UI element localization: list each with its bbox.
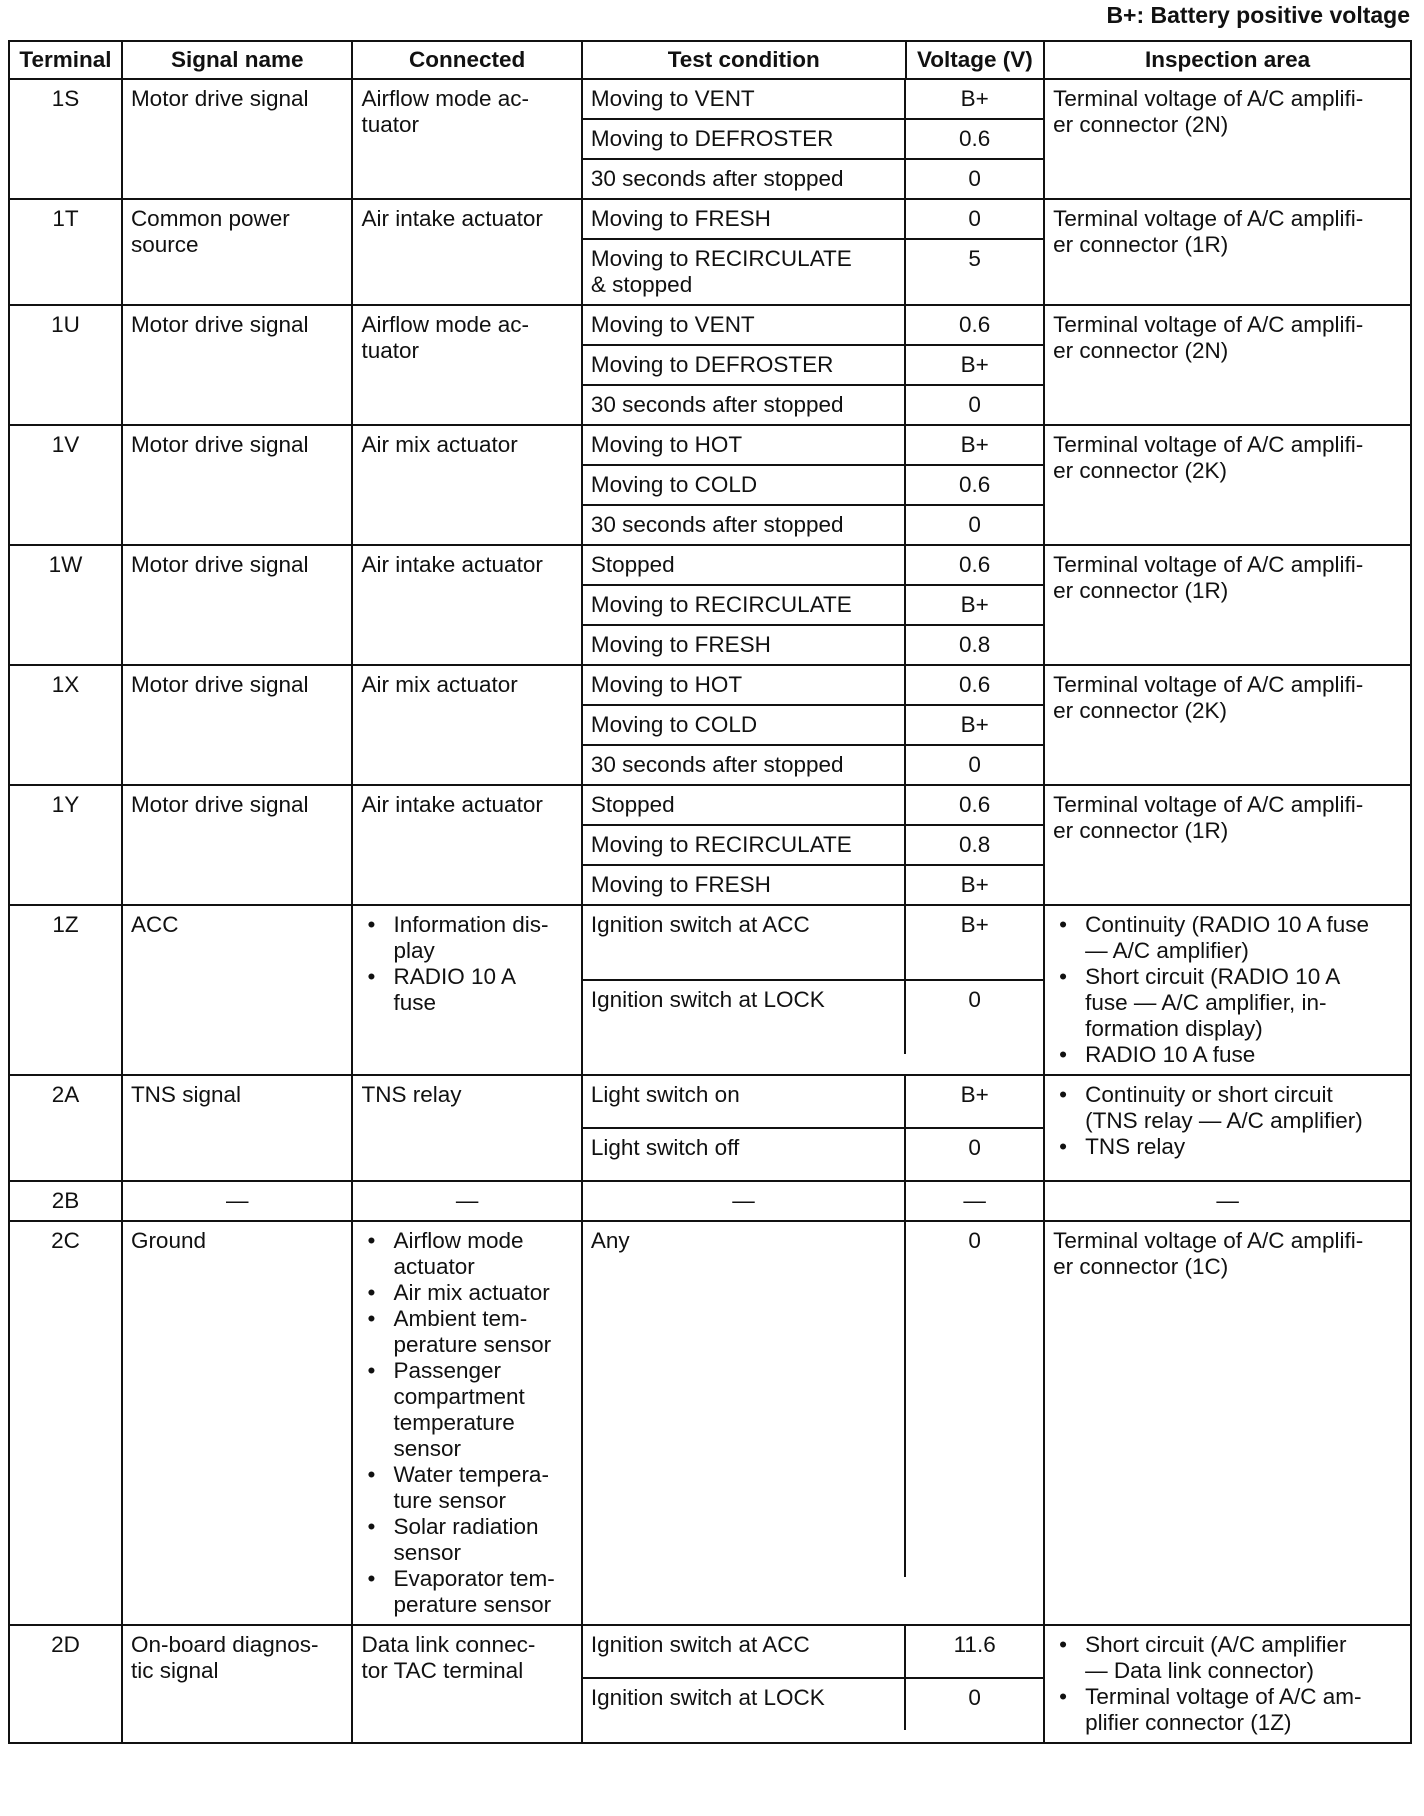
test-subtable	[583, 80, 1043, 198]
connected-cell: Air mix actuator	[352, 425, 581, 545]
test-row	[583, 80, 1043, 119]
inspection-list-item: • TNS relay	[1085, 1134, 1402, 1160]
inspection-area-cell: Terminal voltage of A/C amplifi- er connector (1R)	[1044, 199, 1411, 305]
voltage-value: 0	[905, 200, 1043, 239]
terminal-cell: 2B	[9, 1181, 122, 1221]
inspection-area-cell	[1044, 905, 1411, 1075]
test-condition-group	[582, 1625, 1044, 1743]
signal-name-cell: Motor drive signal	[122, 785, 353, 905]
terminal-cell: 2C	[9, 1221, 122, 1625]
terminal-cell: 2D	[9, 1625, 122, 1743]
inspection-area-cell: Terminal voltage of A/C amplifi- er connector (2N)	[1044, 305, 1411, 425]
voltage-value: 5	[905, 239, 1043, 304]
terminal-cell: 1U	[9, 305, 122, 425]
table-row	[9, 905, 1411, 1075]
test-condition: 30 seconds after stopped	[590, 392, 844, 417]
test-row	[583, 1678, 1043, 1730]
test-row	[583, 625, 1043, 664]
connected-list	[361, 1228, 572, 1618]
terminal-inspection-table	[8, 40, 1412, 1744]
header-voltage: Voltage (V)	[906, 41, 1045, 79]
inspection-area-cell: Terminal voltage of A/C amplifi- er connector (2K)	[1044, 665, 1411, 785]
test-condition: Moving to FRESH	[583, 200, 905, 239]
battery-voltage-note: B+: Battery positive voltage	[1106, 2, 1410, 28]
test-condition: Moving to COLD	[583, 465, 905, 505]
test-condition: —	[732, 1188, 755, 1213]
test-row	[583, 705, 1043, 745]
signal-name-cell: TNS signal	[122, 1075, 353, 1181]
inspection-area-cell: Terminal voltage of A/C amplifi- er connector (1C)	[1044, 1221, 1411, 1625]
test-row	[583, 426, 1043, 465]
test-row	[583, 745, 1043, 784]
test-condition-group	[582, 305, 1044, 425]
test-condition: Moving to RECIRCULATE	[583, 585, 905, 625]
test-row	[583, 546, 1043, 585]
test-row	[583, 1076, 1043, 1128]
test-subtable	[583, 546, 1043, 664]
terminal-cell: 1W	[9, 545, 122, 665]
test-condition: Moving to RECIRCULATE & stopped	[590, 246, 852, 297]
test-condition: Moving to DEFROSTER	[583, 119, 905, 159]
test-condition-group	[582, 1221, 1044, 1625]
table-row	[9, 1625, 1411, 1743]
connected-cell	[352, 1221, 581, 1625]
terminal-cell: 1X	[9, 665, 122, 785]
signal-name-cell: On-board diagnos- tic signal	[122, 1625, 353, 1743]
test-row	[583, 200, 1043, 239]
test-row	[583, 385, 1043, 424]
connected-list-item: • Airflow mode actuator	[393, 1228, 572, 1280]
terminal-cell: 2A	[9, 1075, 122, 1181]
table-row	[9, 79, 1411, 199]
test-condition: Any	[590, 1228, 630, 1253]
signal-name-cell: Motor drive signal	[122, 79, 353, 199]
voltage-value: B+	[905, 80, 1043, 119]
connected-cell	[352, 905, 581, 1075]
test-row	[583, 980, 1043, 1054]
voltage-value: 0.6	[905, 666, 1043, 705]
inspection-list	[1053, 912, 1402, 1068]
test-condition: Light switch off	[590, 1135, 740, 1160]
test-subtable	[583, 1222, 1043, 1577]
test-row	[583, 906, 1043, 980]
test-subtable	[583, 200, 1043, 304]
voltage-value: 0.6	[905, 786, 1043, 825]
test-condition: Moving to RECIRCULATE	[583, 825, 905, 865]
test-condition: Ignition switch at ACC	[583, 906, 905, 980]
test-condition-group	[582, 425, 1044, 545]
test-condition: Ignition switch at LOCK	[590, 987, 825, 1012]
test-condition-group	[582, 785, 1044, 905]
voltage-value: —	[905, 1182, 1043, 1220]
inspection-area-cell: Terminal voltage of A/C amplifi- er connector (2N)	[1044, 79, 1411, 199]
connected-list-item: • Solar radiation sensor	[393, 1514, 572, 1566]
test-condition: Ignition switch at LOCK	[590, 1685, 825, 1710]
test-row	[583, 1128, 1043, 1180]
header-row	[9, 41, 1411, 79]
table-row	[9, 305, 1411, 425]
table-row	[9, 1075, 1411, 1181]
header-signal-name: Signal name	[122, 41, 353, 79]
connected-list-item: • Ambient tem- perature sensor	[393, 1306, 572, 1358]
connected-cell: Air mix actuator	[352, 665, 581, 785]
terminal-cell: 1S	[9, 79, 122, 199]
connected-cell: Airflow mode ac- tuator	[352, 305, 581, 425]
test-subtable	[583, 1626, 1043, 1730]
voltage-value: B+	[905, 345, 1043, 385]
table-row	[9, 665, 1411, 785]
connected-cell: Air intake actuator	[352, 199, 581, 305]
voltage-value: B+	[905, 1076, 1043, 1128]
terminal-cell: 1Y	[9, 785, 122, 905]
voltage-value: B+	[905, 426, 1043, 465]
test-condition: Ignition switch at ACC	[583, 1626, 905, 1678]
voltage-value: 0	[905, 159, 1043, 198]
signal-name-cell: —	[122, 1181, 353, 1221]
table-row	[9, 199, 1411, 305]
voltage-value: 0.6	[905, 306, 1043, 345]
test-subtable	[583, 426, 1043, 544]
signal-name-cell: Motor drive signal	[122, 665, 353, 785]
connected-cell: Airflow mode ac- tuator	[352, 79, 581, 199]
voltage-value: 0	[905, 1678, 1043, 1730]
inspection-list-item: • RADIO 10 A fuse	[1085, 1042, 1402, 1068]
test-row	[583, 585, 1043, 625]
connected-list-item: • Water tempera- ture sensor	[393, 1462, 572, 1514]
voltage-value: B+	[905, 865, 1043, 904]
test-condition: Stopped	[583, 546, 905, 585]
test-row	[583, 465, 1043, 505]
test-row	[583, 239, 1043, 304]
test-subtable	[583, 1182, 1043, 1220]
test-condition-group	[582, 905, 1044, 1075]
voltage-value: 0.6	[905, 465, 1043, 505]
inspection-area-cell: Terminal voltage of A/C amplifi- er connector (1R)	[1044, 785, 1411, 905]
test-condition-group	[582, 545, 1044, 665]
inspection-list-item: • Short circuit (RADIO 10 A fuse — A/C amplifier, in- formation display)	[1085, 964, 1402, 1042]
test-condition: 30 seconds after stopped	[590, 166, 844, 191]
test-condition: Moving to VENT	[583, 80, 905, 119]
voltage-value: 0.6	[905, 546, 1043, 585]
signal-name-cell: Motor drive signal	[122, 425, 353, 545]
test-row	[583, 825, 1043, 865]
voltage-value: 0.6	[905, 119, 1043, 159]
test-condition-group	[582, 199, 1044, 305]
voltage-value: 0	[905, 1222, 1043, 1577]
test-row	[583, 666, 1043, 705]
voltage-value: 0	[905, 385, 1043, 424]
test-condition: Moving to VENT	[583, 306, 905, 345]
inspection-list	[1053, 1632, 1402, 1736]
connected-list-item: • Information dis- play	[393, 912, 572, 964]
table-row	[9, 1221, 1411, 1625]
terminal-cell: 1T	[9, 199, 122, 305]
test-row	[583, 505, 1043, 544]
signal-name-cell: Common power source	[122, 199, 353, 305]
voltage-value: 0	[905, 505, 1043, 544]
test-condition: Light switch on	[583, 1076, 905, 1128]
test-condition: Moving to DEFROSTER	[583, 345, 905, 385]
connected-list-item: • Air mix actuator	[393, 1280, 572, 1306]
signal-name-cell: ACC	[122, 905, 353, 1075]
connected-cell: Air intake actuator	[352, 545, 581, 665]
test-condition: Moving to COLD	[583, 705, 905, 745]
header-inspection-area: Inspection area	[1044, 41, 1411, 79]
test-condition: Moving to FRESH	[590, 872, 771, 897]
table-row	[9, 1181, 1411, 1221]
table-row	[9, 425, 1411, 545]
test-row	[583, 786, 1043, 825]
inspection-area-cell: —	[1044, 1181, 1411, 1221]
connected-list-item: • Evaporator tem- perature sensor	[393, 1566, 572, 1618]
connected-list	[361, 912, 572, 1016]
voltage-value: 0	[905, 745, 1043, 784]
inspection-list-item: • Continuity or short circuit (TNS relay — A/C amplifier)	[1085, 1082, 1402, 1134]
terminal-cell: 1V	[9, 425, 122, 545]
voltage-value: B+	[905, 585, 1043, 625]
table-row	[9, 785, 1411, 905]
inspection-list	[1053, 1082, 1402, 1160]
voltage-value: B+	[905, 705, 1043, 745]
test-row	[583, 865, 1043, 904]
voltage-value: 0	[905, 1128, 1043, 1180]
header-terminal: Terminal	[9, 41, 122, 79]
connected-cell: TNS relay	[352, 1075, 581, 1181]
test-subtable	[583, 666, 1043, 784]
test-condition: 30 seconds after stopped	[590, 512, 844, 537]
voltage-value: 0.8	[905, 825, 1043, 865]
terminal-cell: 1Z	[9, 905, 122, 1075]
test-row	[583, 1182, 1043, 1220]
test-row	[583, 159, 1043, 198]
test-row	[583, 1222, 1043, 1577]
inspection-list-item: • Continuity (RADIO 10 A fuse — A/C amplifier)	[1085, 912, 1402, 964]
test-row	[583, 345, 1043, 385]
connected-cell: Data link connec- tor TAC terminal	[352, 1625, 581, 1743]
test-condition-group	[582, 1075, 1044, 1181]
test-subtable	[583, 306, 1043, 424]
test-condition: Moving to HOT	[583, 426, 905, 465]
voltage-value: B+	[905, 906, 1043, 980]
signal-name-cell: Motor drive signal	[122, 305, 353, 425]
header-test-condition: Test condition	[582, 41, 906, 79]
header-connected: Connected	[352, 41, 581, 79]
test-condition: Moving to HOT	[583, 666, 905, 705]
table-row	[9, 545, 1411, 665]
inspection-area-cell: Terminal voltage of A/C amplifi- er connector (1R)	[1044, 545, 1411, 665]
test-subtable	[583, 1076, 1043, 1180]
inspection-list-item: • Terminal voltage of A/C am- plifier connector (1Z)	[1085, 1684, 1402, 1736]
voltage-value: 11.6	[905, 1626, 1043, 1678]
connected-cell: —	[352, 1181, 581, 1221]
test-condition: Stopped	[583, 786, 905, 825]
test-row	[583, 119, 1043, 159]
test-condition-group	[582, 79, 1044, 199]
signal-name-cell: Ground	[122, 1221, 353, 1625]
test-condition-group	[582, 665, 1044, 785]
inspection-area-cell: Terminal voltage of A/C amplifi- er connector (2K)	[1044, 425, 1411, 545]
test-row	[583, 306, 1043, 345]
connected-list-item: • Passenger compartment temperature sensor	[393, 1358, 572, 1462]
voltage-value: 0.8	[905, 625, 1043, 664]
connected-cell: Air intake actuator	[352, 785, 581, 905]
test-condition: Moving to FRESH	[590, 632, 771, 657]
connected-list-item: • RADIO 10 A fuse	[393, 964, 572, 1016]
test-condition-group	[582, 1181, 1044, 1221]
signal-name-cell: Motor drive signal	[122, 545, 353, 665]
test-subtable	[583, 906, 1043, 1054]
test-subtable	[583, 786, 1043, 904]
test-row	[583, 1626, 1043, 1678]
inspection-area-cell	[1044, 1625, 1411, 1743]
voltage-value: 0	[905, 980, 1043, 1054]
inspection-area-cell	[1044, 1075, 1411, 1181]
inspection-list-item: • Short circuit (A/C amplifier — Data link connector)	[1085, 1632, 1402, 1684]
test-condition: 30 seconds after stopped	[590, 752, 844, 777]
